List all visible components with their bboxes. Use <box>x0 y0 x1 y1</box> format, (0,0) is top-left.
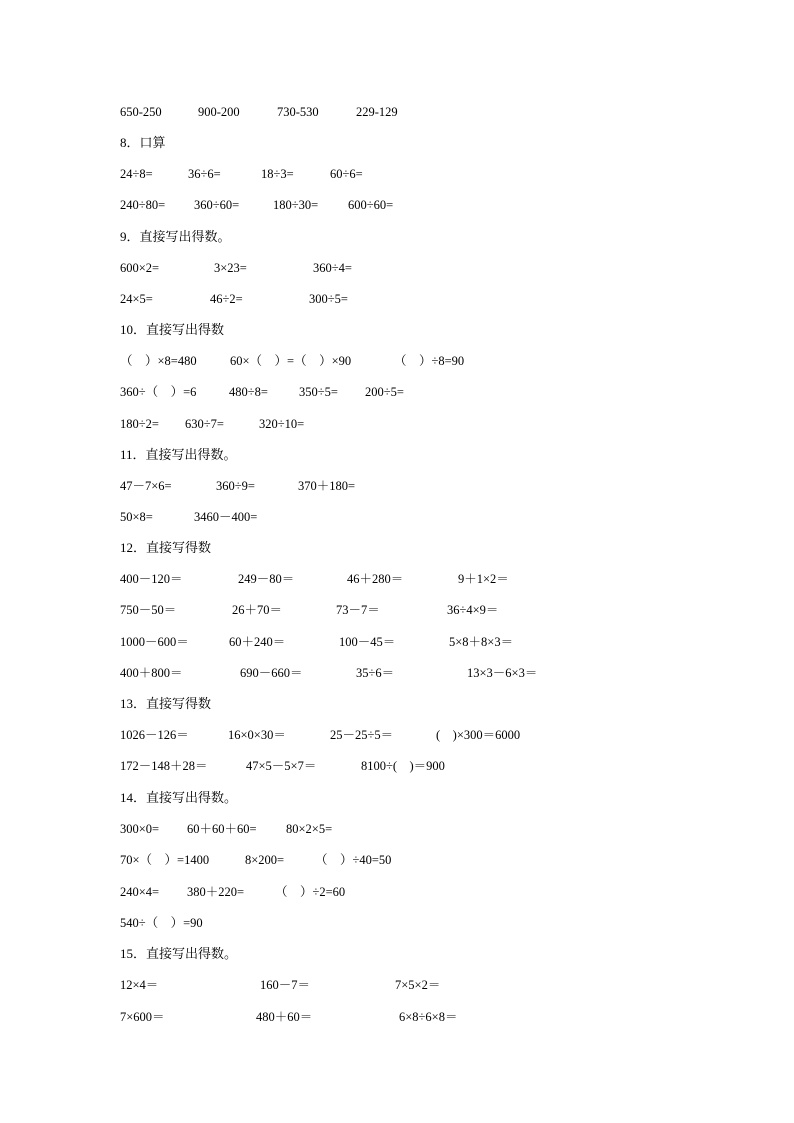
problem: 630÷7= <box>185 417 224 431</box>
problem: 229-129 <box>356 105 398 119</box>
problem: 5×8＋8×3＝ <box>449 635 514 649</box>
problem: 26＋70＝ <box>232 603 283 617</box>
problem: 50×8= <box>120 510 153 524</box>
problem: 370＋180= <box>298 479 356 493</box>
problem: 300÷5= <box>309 292 348 306</box>
problem-row <box>0 102 794 122</box>
problem: 7×5×2＝ <box>395 978 441 992</box>
problem: 24÷8= <box>120 167 153 181</box>
problem: 9＋1×2＝ <box>458 572 509 586</box>
problem-row <box>0 819 794 839</box>
problem-row <box>0 1007 794 1027</box>
problem: 60÷6= <box>330 167 363 181</box>
problem: 240÷80= <box>120 198 166 212</box>
problem: 400－120＝ <box>120 572 183 586</box>
problem-row <box>0 382 794 402</box>
problem: 3×23= <box>214 261 247 275</box>
problem: 36÷6= <box>188 167 221 181</box>
problem-row <box>0 600 794 620</box>
problem-row <box>0 632 794 652</box>
section-heading <box>0 944 794 964</box>
heading-text: 8．口算 <box>120 135 166 150</box>
problem: 350÷5= <box>299 385 338 399</box>
problem: 13×3－6×3＝ <box>467 666 538 680</box>
section-heading <box>0 133 794 153</box>
section-heading <box>0 538 794 558</box>
problem-row <box>0 663 794 683</box>
problem: 200÷5= <box>365 385 404 399</box>
problem-row <box>0 882 794 902</box>
problem: 690－660＝ <box>240 666 303 680</box>
problem: 480÷8= <box>229 385 268 399</box>
problem: 3460－400= <box>194 510 258 524</box>
problem: 70×（ ）=1400 <box>120 853 210 867</box>
problem: 180÷30= <box>273 198 319 212</box>
section-heading <box>0 694 794 714</box>
problem: 540÷（ ）=90 <box>120 916 203 930</box>
problem: 900-200 <box>198 105 240 119</box>
problem: 172－148＋28＝ <box>120 759 208 773</box>
problem-row <box>0 975 794 995</box>
problem: 320÷10= <box>259 417 305 431</box>
problem: 7×600＝ <box>120 1010 165 1024</box>
problem: 47－7×6= <box>120 479 172 493</box>
heading-text: 15．直接写出得数。 <box>120 946 238 961</box>
problem-row <box>0 850 794 870</box>
problem: （ ）÷8=90 <box>394 354 465 368</box>
heading-text: 12．直接写得数 <box>120 540 212 555</box>
heading-text: 9．直接写出得数。 <box>120 229 231 244</box>
problem: 600×2= <box>120 261 160 275</box>
problem: 47×5－5×7＝ <box>246 759 317 773</box>
problem-row <box>0 289 794 309</box>
problem-row <box>0 351 794 371</box>
problem: 6×8÷6×8＝ <box>399 1010 458 1024</box>
problem: 1000－600＝ <box>120 635 189 649</box>
heading-text: 13．直接写得数 <box>120 696 212 711</box>
problem-row <box>0 164 794 184</box>
problem: 650-250 <box>120 105 162 119</box>
problem: （ ）÷40=50 <box>315 853 392 867</box>
problem: （ ）×8=480 <box>120 354 197 368</box>
heading-text: 14．直接写出得数。 <box>120 790 238 805</box>
problem: 100－45＝ <box>339 635 396 649</box>
problem: 60＋60＋60= <box>187 822 257 836</box>
problem: （ ）÷2=60 <box>275 885 346 899</box>
problem: 360÷4= <box>313 261 352 275</box>
problem-row <box>0 195 794 215</box>
problem-row <box>0 476 794 496</box>
problem: 600÷60= <box>348 198 394 212</box>
problem: 16×0×30＝ <box>228 728 286 742</box>
problem: 60×（ ）=（ ）×90 <box>230 354 352 368</box>
problem: 80×2×5= <box>286 822 333 836</box>
problem: 360÷9= <box>216 479 255 493</box>
problem: 73－7＝ <box>336 603 380 617</box>
section-heading <box>0 227 794 247</box>
problem: 160－7＝ <box>260 978 311 992</box>
problem: 249－80＝ <box>238 572 295 586</box>
problem: 400＋800＝ <box>120 666 183 680</box>
problem-row <box>0 913 794 933</box>
problem: 750－50＝ <box>120 603 177 617</box>
problem: 380＋220= <box>187 885 245 899</box>
problem: 360÷（ ）=6 <box>120 385 197 399</box>
problem: 180÷2= <box>120 417 159 431</box>
heading-text: 11．直接写出得数。 <box>120 447 237 462</box>
problem: 24×5= <box>120 292 153 306</box>
problem-row <box>0 507 794 527</box>
problem: 8×200= <box>245 853 285 867</box>
problem: 18÷3= <box>261 167 294 181</box>
section-heading <box>0 445 794 465</box>
problem: 8100÷( )＝900 <box>361 759 445 773</box>
problem-row <box>0 569 794 589</box>
problem: 60＋240＝ <box>229 635 286 649</box>
problem: 36÷4×9＝ <box>447 603 499 617</box>
problem-row <box>0 258 794 278</box>
problem: 1026－126＝ <box>120 728 189 742</box>
heading-text: 10．直接写出得数 <box>120 322 225 337</box>
problem: 480＋60＝ <box>256 1010 313 1024</box>
problem: 240×4= <box>120 885 160 899</box>
problem: ( )×300＝6000 <box>436 728 521 742</box>
problem-row <box>0 756 794 776</box>
problem: 360÷60= <box>194 198 240 212</box>
problem: 730-530 <box>277 105 319 119</box>
problem: 300×0= <box>120 822 160 836</box>
section-heading <box>0 320 794 340</box>
section-heading <box>0 788 794 808</box>
problem: 12×4＝ <box>120 978 159 992</box>
problem: 35÷6＝ <box>356 666 395 680</box>
problem-row <box>0 725 794 745</box>
problem-row <box>0 414 794 434</box>
problem: 46＋280＝ <box>347 572 404 586</box>
problem: 25－25÷5＝ <box>330 728 394 742</box>
problem: 46÷2= <box>210 292 243 306</box>
